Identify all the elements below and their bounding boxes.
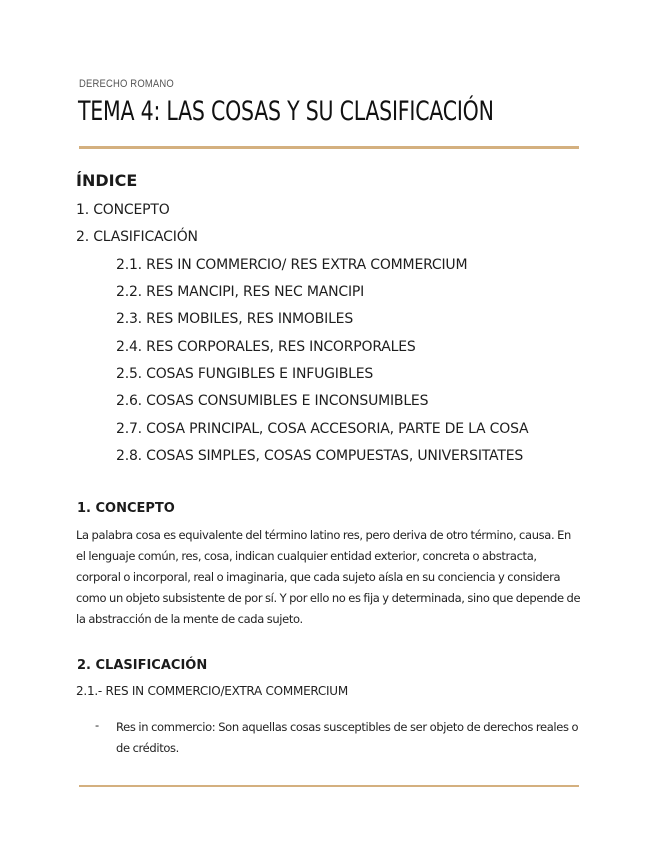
toc-item: 1. CONCEPTO [76, 202, 170, 218]
bullet-text: Res in commercio: Son aquellas cosas susceptibles de ser objeto de derechos reales o de créditos. [116, 720, 579, 755]
toc-item: 2.4. RES CORPORALES, RES INCORPORALES [116, 339, 416, 355]
subject-label: DERECHO ROMANO [79, 78, 174, 90]
toc-item: 2.2. RES MANCIPI, RES NEC MANCIPI [116, 284, 365, 300]
section-heading-clasificacion: 2. CLASIFICACIÓN [77, 658, 208, 673]
concepto-paragraph: La palabra cosa es equivalente del término latino res, pero deriva de otro término, causa. En el lenguaje común, res, cosa, indican cualquier entidad exterior, concreta o abstracta, corporal o incorporal, real o imaginaria, que cada sujeto aísla en su conciencia y considera como un objeto subsistente de por sí. Y por ello no es fija y determinada, sino que depende de la abstracción de la mente de cada sujeto. [76, 528, 581, 626]
subsection-heading: 2.1.- RES IN COMMERCIO/EXTRA COMMERCIUM [76, 684, 348, 698]
bullet-marker: - [95, 718, 100, 732]
toc-item: 2.1. RES IN COMMERCIO/ RES EXTRA COMMERCIUM [116, 257, 468, 273]
toc-item: 2. CLASIFICACIÓN [76, 229, 198, 245]
toc-item: 2.5. COSAS FUNGIBLES E INFUGIBLES [116, 366, 374, 382]
toc-item: 2.6. COSAS CONSUMIBLES E INCONSUMIBLES [116, 393, 429, 409]
index-heading: ÍNDICE [76, 171, 138, 190]
title-divider [79, 146, 579, 149]
section-heading-concepto: 1. CONCEPTO [77, 501, 175, 516]
toc-item: 2.3. RES MOBILES, RES INMOBILES [116, 311, 354, 327]
page-title: TEMA 4: LAS COSAS Y SU CLASIFICACIÓN [78, 96, 494, 127]
footer-divider [79, 785, 579, 787]
toc-item: 2.8. COSAS SIMPLES, COSAS COMPUESTAS, UNIVERSITATES [116, 448, 524, 464]
toc-item: 2.7. COSA PRINCIPAL, COSA ACCESORIA, PARTE DE LA COSA [116, 421, 529, 437]
